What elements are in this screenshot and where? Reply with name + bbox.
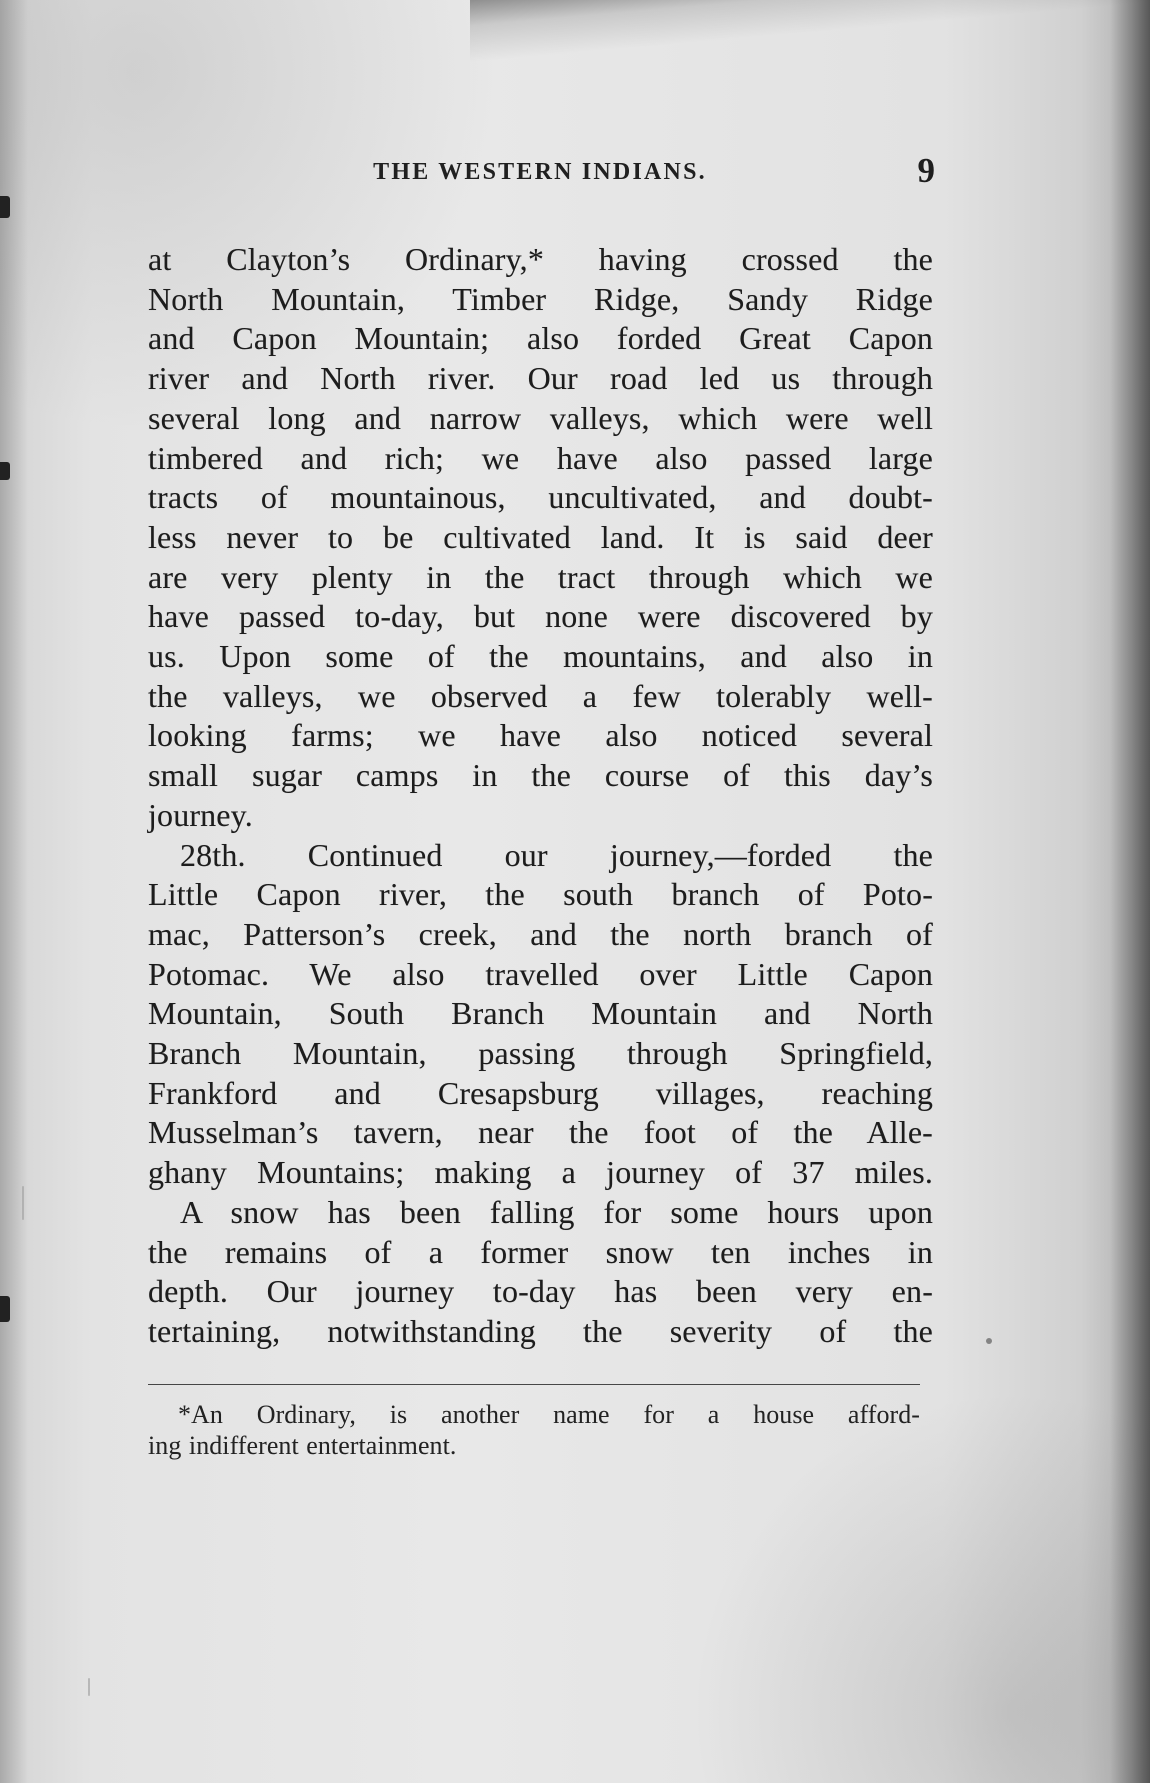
footnote-line: *An Ordinary, is another name for a house afford- (178, 1400, 920, 1429)
text-line: us. Upon some of the mountains, and also in (148, 638, 933, 675)
binding-mark (0, 462, 10, 480)
text-line: the remains of a former snow ten inches in (148, 1233, 933, 1270)
footnote-line: ing indifferent entertainment. (148, 1431, 457, 1460)
text-line: journey. (148, 796, 253, 833)
binding-mark (0, 196, 10, 218)
text-line: Potomac. We also travelled over Little Capon (148, 955, 933, 992)
binding-mark (0, 1296, 10, 1322)
text-line: depth. Our journey to-day has been very en- (148, 1273, 933, 1310)
text-line: looking farms; we have also noticed several (148, 717, 933, 754)
text-line: 28th. Continued our journey,—forded the (180, 836, 933, 873)
paper-mark (22, 1186, 24, 1220)
text-line: Frankford and Cresapsburg villages, reaching (148, 1074, 933, 1111)
text-line: tracts of mountainous, uncultivated, and doubt- (148, 479, 933, 516)
text-line: have passed to-day, but none were discovered by (148, 598, 933, 635)
running-head (145, 151, 935, 195)
page-edge-shadow (1110, 0, 1150, 1783)
text-line: less never to be cultivated land. It is said deer (148, 518, 933, 555)
footnote (148, 1399, 920, 1461)
text-line: ghany Mountains; making a journey of 37 miles. (148, 1154, 933, 1191)
text-line: river and North river. Our road led us through (148, 360, 933, 397)
text-line: tertaining, notwithstanding the severity of the (148, 1312, 933, 1349)
text-line: A snow has been falling for some hours upon (180, 1193, 933, 1230)
running-title: THE WESTERN INDIANS. (373, 159, 707, 185)
paper-speck (986, 1338, 992, 1344)
spine-shadow (0, 0, 28, 1783)
text-line: mac, Patterson’s creek, and the north branch of (148, 915, 933, 952)
text-line: Mountain, South Branch Mountain and North (148, 995, 933, 1032)
text-line: Musselman’s tavern, near the foot of the Alle- (148, 1114, 933, 1151)
text-line: small sugar camps in the course of this day’s (148, 757, 933, 794)
text-line: several long and narrow valleys, which were well (148, 399, 933, 436)
page-number: 9 (917, 151, 935, 190)
footnote-rule (148, 1384, 920, 1385)
text-line: at Clayton’s Ordinary,* having crossed the (148, 241, 933, 277)
text-line: the valleys, we observed a few tolerably well- (148, 677, 933, 714)
text-line: North Mountain, Timber Ridge, Sandy Ridge (148, 280, 933, 317)
text-line: and Capon Mountain; also forded Great Capon (148, 320, 933, 357)
top-edge-wear (470, 0, 1150, 70)
body-text (148, 240, 933, 1352)
text-line: Little Capon river, the south branch of Poto- (148, 876, 933, 913)
text-line: Branch Mountain, passing through Springfield, (148, 1035, 933, 1072)
text-line: timbered and rich; we have also passed large (148, 439, 933, 476)
paper-mark (88, 1678, 90, 1696)
text-line: are very plenty in the tract through which we (148, 558, 933, 595)
